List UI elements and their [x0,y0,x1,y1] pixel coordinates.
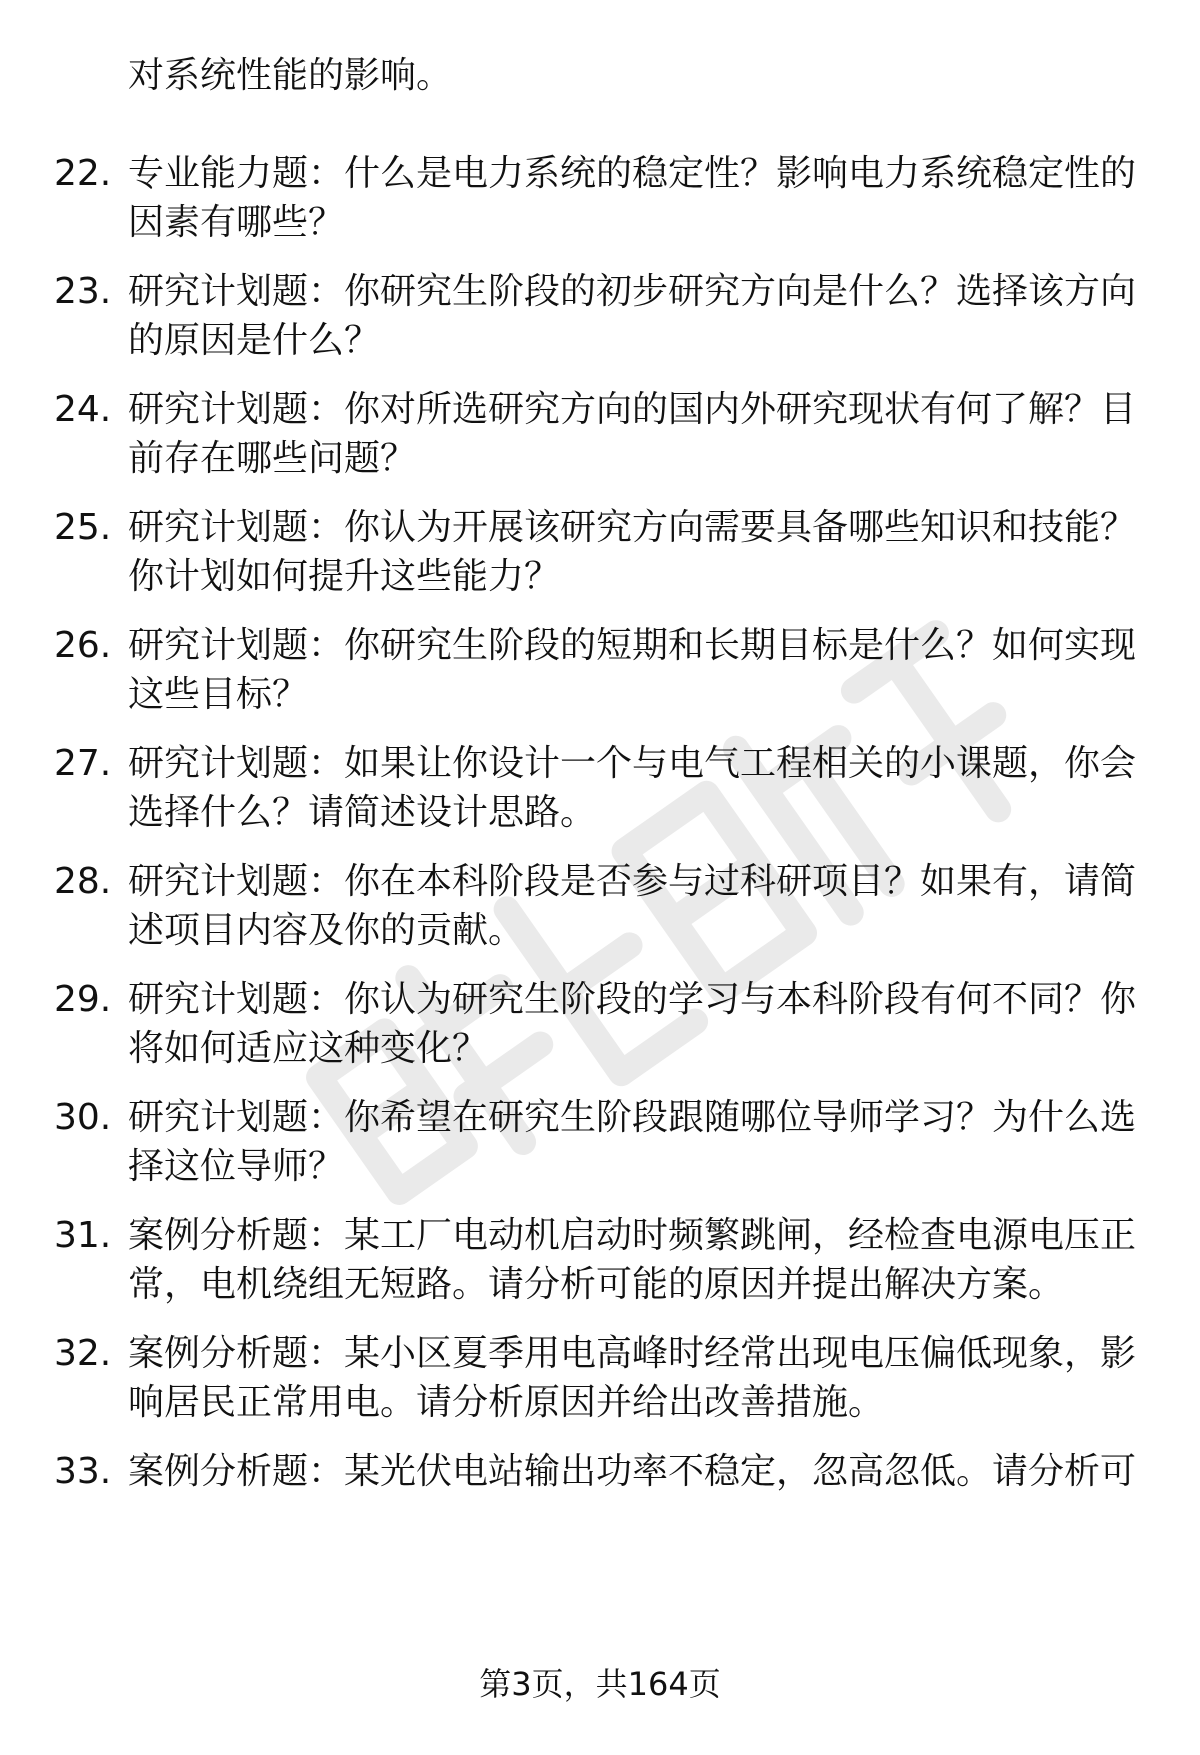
item-text-line: 研究计划题：你对所选研究方向的国内外研究现状有何了解？目 [128,389,1137,430]
item-text-line: 研究计划题：你认为研究生阶段的学习与本科阶段有何不同？你 [128,979,1137,1020]
item-number: 28. [54,861,112,902]
item-text-line: 这些目标？ [128,674,309,715]
item-text-line: 的原因是什么？ [128,320,381,361]
item-text-line: 专业能力题：什么是电力系统的稳定性？影响电力系统稳定性的 [128,153,1137,194]
item-text-line: 案例分析题：某光伏电站输出功率不稳定，忽高忽低。请分析可 [128,1451,1137,1492]
item-number: 31. [54,1215,112,1256]
item-text-line: 常，电机绕组无短路。请分析可能的原因并提出解决方案。 [128,1264,1065,1305]
item-text-line: 研究计划题：你在本科阶段是否参与过科研项目？如果有，请简 [128,861,1137,902]
item-text-line: 前存在哪些问题？ [128,438,417,479]
item-text-line: 选择什么？请简述设计思路。 [128,792,597,833]
item-number: 33. [54,1451,112,1492]
item-text-line: 案例分析题：某工厂电动机启动时频繁跳闸，经检查电源电压正 [128,1215,1137,1256]
page-footer: 第3页，共164页 [479,1665,721,1703]
continuation-text: 对系统性能的影响。 [128,55,453,96]
item-text-line: 研究计划题：你认为开展该研究方向需要具备哪些知识和技能？ [128,507,1137,548]
item-text-line: 响居民正常用电。请分析原因并给出改善措施。 [128,1382,885,1423]
item-number: 23. [54,271,112,312]
item-number: 27. [54,743,112,784]
item-text-line: 述项目内容及你的贡献。 [128,910,525,951]
item-text-line: 将如何适应这种变化？ [128,1028,489,1069]
item-number: 24. [54,389,112,430]
item-number: 30. [54,1097,112,1138]
item-text-line: 因素有哪些？ [128,202,345,243]
item-text-line: 你计划如何提升这些能力？ [128,556,561,597]
item-text-line: 择这位导师？ [128,1146,345,1187]
item-number: 26. [54,625,112,666]
item-text-line: 研究计划题：如果让你设计一个与电气工程相关的小课题，你会 [128,743,1137,784]
item-text-line: 研究计划题：你研究生阶段的初步研究方向是什么？选择该方向 [128,271,1137,312]
item-number: 22. [54,153,112,194]
item-text-line: 案例分析题：某小区夏季用电高峰时经常出现电压偏低现象，影 [128,1333,1137,1374]
item-text-line: 研究计划题：你研究生阶段的短期和长期目标是什么？如何实现 [128,625,1137,666]
item-number: 25. [54,507,112,548]
item-number: 29. [54,979,112,1020]
item-text-line: 研究计划题：你希望在研究生阶段跟随哪位导师学习？为什么选 [128,1097,1137,1138]
item-number: 32. [54,1333,112,1374]
